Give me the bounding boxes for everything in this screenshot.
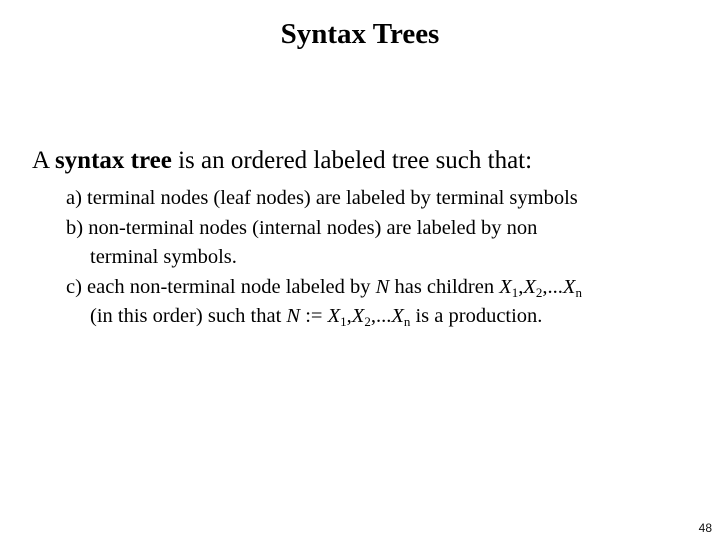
c2-sub-2: 2 (364, 314, 371, 329)
intro-suffix: is an ordered labeled tree such that: (171, 147, 533, 174)
definition-list (66, 184, 582, 332)
c2-var-x2: X (351, 305, 365, 327)
c-sub-2: 2 (535, 284, 543, 300)
list-item-c-continuation (66, 302, 582, 332)
c2-var-n: N (286, 305, 301, 327)
c-text-2: has children (389, 275, 500, 298)
c-var-n: N (375, 275, 390, 298)
intro-term: syntax tree (54, 147, 172, 174)
intro-prefix: A (32, 147, 55, 174)
c2-ellipsis: ,... (370, 305, 392, 327)
c2-var-xn: X (391, 305, 404, 327)
c-comma: , (518, 275, 524, 298)
list-item-b-continuation: terminal symbols. (90, 246, 237, 268)
slide-title: Syntax Trees (280, 18, 440, 50)
c2-text-2: is a production. (410, 305, 543, 327)
page-number: 48 (698, 521, 712, 535)
c2-text-1: (in this order) such that (90, 305, 287, 327)
c2-var-x1: X (327, 305, 341, 327)
c2-comma: , (346, 305, 352, 327)
c-var-xn: X (562, 275, 576, 298)
c-var-x1: X (499, 275, 512, 298)
c2-assign: := (300, 305, 328, 327)
definition-intro (32, 146, 532, 176)
list-item-a: a) terminal nodes (leaf nodes) are labeled by terminal symbols (66, 187, 578, 209)
c2-sub-n: n (403, 314, 411, 329)
list-item-c (66, 273, 582, 303)
c-ellipsis: ,... (542, 275, 563, 298)
c2-sub-1: 1 (340, 314, 347, 329)
c-text-1: c) each non-terminal node labeled by (66, 275, 376, 298)
list-item-b: b) non-terminal nodes (internal nodes) are labeled by non (66, 216, 538, 239)
c-sub-n: n (575, 284, 582, 300)
c-var-x2: X (523, 275, 536, 298)
c-sub-1: 1 (511, 284, 519, 300)
